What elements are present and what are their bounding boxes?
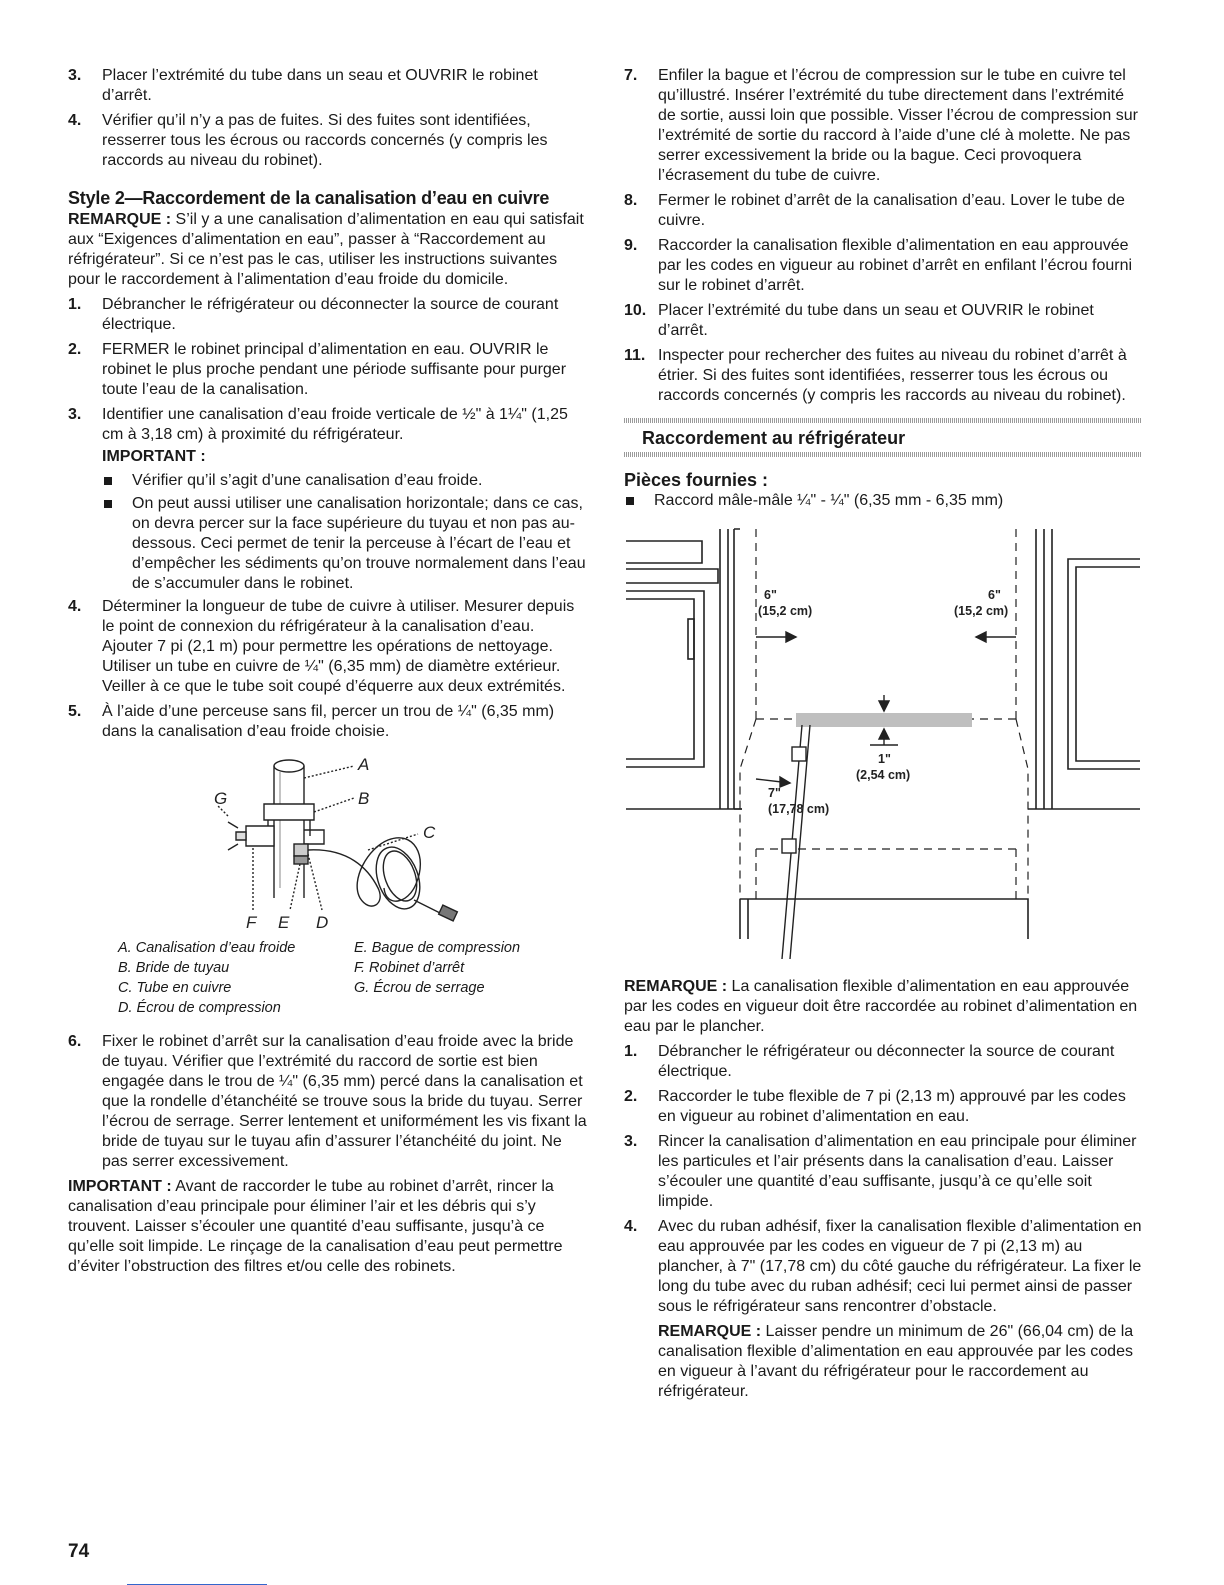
list-item (68, 702, 588, 742)
note-label: REMARQUE : (68, 211, 172, 228)
dim-side: 7" (768, 786, 781, 800)
step-number: 7. (624, 67, 638, 84)
step-text: Fixer le robinet d’arrêt sur la canalisation d’eau froide avec la bride de tuyau. Vérifier que l’extrémité du raccord de sortie est bien engagée dans le trou de ¼" (6,35 mm) percé dans la canalisation et que la rondelle d’étanchéité se trouve sous la bride du tuyau. Serrer l’écrou de serrage. Serrer lentement et uniformément les vis fixant la bride de tuyau sur le tuyau afin d’assurer l’étanchéité du joint. Ne pas serrer excessivement. (102, 1033, 587, 1170)
step-number: 10. (624, 302, 647, 319)
list-item (624, 1132, 1142, 1212)
bullet-item (624, 491, 1142, 511)
list-item (68, 1032, 588, 1172)
important-paragraph (68, 1177, 588, 1277)
important-bullets (102, 471, 588, 594)
step-text: Placer l’extrémité du tube dans un seau et OUVRIR le robinet d’arrêt. (658, 302, 1094, 339)
bullet-item (102, 494, 588, 594)
left-column (68, 66, 588, 1277)
step-number: 3. (624, 1133, 638, 1150)
section-divider (624, 452, 1142, 457)
pieces-list (624, 491, 1142, 511)
step-text: Rincer la canalisation d’alimentation en eau principale pour éliminer les particules et l’air présents dans la canalisation d’eau. Laisser s’écouler une quantité d’eau suffisante, jusqu’à ce qu’elle soit limpide. (658, 1133, 1137, 1210)
bullet-square-icon (626, 497, 634, 505)
step-number: 1. (68, 296, 82, 313)
list-item (68, 340, 588, 400)
legend-item: E. Bague de compression (354, 940, 521, 956)
step-text: Débrancher le réfrigérateur ou déconnecter la source de courant électrique. (658, 1043, 1115, 1080)
page-number: 74 (68, 1541, 90, 1562)
step-text: Raccorder le tube flexible de 7 pi (2,13 m) approuvé par les codes en vigueur au robinet d’alimentation en eau. (658, 1088, 1126, 1125)
important-label: IMPORTANT : (68, 1178, 172, 1195)
step-text: Fermer le robinet d’arrêt de la canalisation d’eau. Lover le tube de cuivre. (658, 192, 1125, 229)
pieces-heading: Pièces fournies : (624, 470, 769, 490)
step-text: Inspecter pour rechercher des fuites au niveau du robinet d’arrêt à étrier. Si des fuites sont identifiées, resserrer tous les écrous ou raccords concernés (y compris les raccords au niveau du robinet). (658, 347, 1127, 404)
list-item (68, 405, 588, 594)
list-item (624, 66, 1142, 186)
step-number: 4. (624, 1218, 638, 1235)
label-c: C (423, 823, 436, 842)
step-number: 1. (624, 1043, 638, 1060)
legend-item: A. Canalisation d’eau froide (118, 940, 296, 956)
dim-right: 6" (988, 588, 1001, 602)
style2-steps (68, 295, 588, 742)
step-text: Placer l’extrémité du tube dans un seau et OUVRIR le robinet d’arrêt. (102, 67, 538, 104)
step-text: Identifier une canalisation d’eau froide verticale de ½" à 1¼" (1,25 cm à 3,18 cm) à proximité du réfrigérateur. (102, 406, 568, 443)
important-label: IMPORTANT : (102, 448, 206, 465)
list-item (624, 1217, 1142, 1402)
floor-opening (796, 713, 972, 727)
label-a: A (358, 755, 370, 774)
dim-gap: 1" (878, 752, 891, 766)
style2-note (68, 210, 588, 290)
style2-heading: Style 2—Raccordement de la canalisation d’eau en cuivre (68, 188, 550, 208)
step-text: À l’aide d’une perceuse sans fil, percer un trou de ¼" (6,35 mm) dans la canalisation d’eau froide choisie. (102, 703, 555, 740)
bullet-text: Raccord mâle-mâle ¼" - ¼" (6,35 mm - 6,35 mm) (654, 492, 1004, 509)
label-f: F (246, 913, 257, 932)
list-item (624, 191, 1142, 231)
label-b: B (358, 789, 370, 808)
installation-diagram (624, 519, 1142, 969)
steps-right-list (624, 66, 1142, 406)
list-item (624, 236, 1142, 296)
list-item (68, 66, 588, 106)
list-item (624, 1042, 1142, 1082)
step-number: 2. (68, 341, 82, 358)
bullet-square-icon (104, 477, 112, 485)
label-g: G (214, 789, 228, 808)
label-e: E (278, 913, 290, 932)
list-item (68, 597, 588, 697)
legend-item: C. Tube en cuivre (118, 980, 232, 996)
steps-after-figure (68, 1032, 588, 1172)
right-column (624, 66, 1142, 1407)
step-text: Déterminer la longueur de tube de cuivre à utiliser. Mesurer depuis le point de connexion du réfrigérateur à la canalisation d’eau. Ajouter 7 pi (2,1 m) pour permettre les opérations de nettoyage. Utiliser un tube en cuivre de ¼" (6,35 mm) de diamètre extérieur. Veiller à ce que le tube soit coupé d’équerre aux deux extrémités. (102, 598, 575, 695)
bullet-text: Vérifier qu’il s’agit d’une canalisation d’eau froide. (132, 472, 483, 489)
step-text: Enfiler la bague et l’écrou de compression sur le tube en cuivre tel qu’illustré. Insérer l’extrémité du tube directement dans l’extrémité de sortie, aussi loin que possible. Visser l’écrou de compression sur l’extrémité de sortie du raccord à l’aide d’une clé à molette. Ne pas serrer excessivement la bride ou la bague. Ceci provoquera l’écrasement du tube de cuivre. (658, 67, 1138, 184)
step-number: 3. (68, 67, 82, 84)
list-item (68, 111, 588, 171)
legend-item: B. Bride de tuyau (118, 960, 230, 976)
connection-note (624, 977, 1142, 1037)
section-title: Raccordement au réfrigérateur (642, 428, 906, 448)
step-text: FERMER le robinet principal d’alimentation en eau. OUVRIR le robinet le plus proche pendant une période suffisante pour purger toute l’eau de la canalisation. (102, 341, 567, 398)
step-number: 8. (624, 192, 638, 209)
step-number: 9. (624, 237, 638, 254)
legend-item: D. Écrou de compression (118, 1000, 281, 1016)
note-text: La canalisation flexible d’alimentation en eau approuvée par les codes en vigueur doit être raccordée au robinet d’alimentation en eau par le plancher. (624, 978, 1138, 1035)
step-number: 6. (68, 1033, 82, 1050)
bullet-text: On peut aussi utiliser une canalisation horizontale; dans ce cas, on devra percer sur la face supérieure du tuyau et non pas au-dessous. Ceci permet de tenir la perceuse à l’écart de l’eau et d’empêcher les sédiments qu’on trouve normalement dans l’eau de s’accumuler dans le robinet. (132, 495, 586, 592)
dim-right-cm: (15,2 cm) (954, 604, 1009, 618)
bullet-square-icon (104, 500, 112, 508)
step-number: 5. (68, 703, 82, 720)
connection-steps (624, 1042, 1142, 1402)
note-label: REMARQUE : (624, 978, 728, 995)
dim-left: 6" (764, 588, 777, 602)
list-item (624, 1087, 1142, 1127)
step-text: Raccorder la canalisation flexible d’alimentation en eau approuvée par les codes en vigueur au robinet d’arrêt en enfilant l’écrou fourni sur le robinet d’arrêt. (658, 237, 1133, 294)
list-item (624, 346, 1142, 406)
sub-note-text: Laisser pendre un minimum de 26" (66,04 cm) de la canalisation flexible d’alimentation en eau approuvée par les codes en vigueur à l’avant du réfrigérateur pour le raccordement au réfrigérateur. (658, 1323, 1134, 1400)
step-text: Avec du ruban adhésif, fixer la canalisation flexible d’alimentation en eau approuvée par les codes en vigueur de 7 pi (2,13 m) au plancher, à 7" (17,78 cm) du côté gauche du réfrigérateur. La fixer le long du tube avec du ruban adhésif; ceci lui permet ainsi de passer sous le réfrigérateur sans rencontrer d’obstacle. (658, 1218, 1142, 1315)
list-item (68, 295, 588, 335)
dim-side-cm: (17,78 cm) (768, 802, 830, 816)
step-number: 3. (68, 406, 82, 423)
legend-item: G. Écrou de serrage (354, 980, 485, 996)
list-item (624, 301, 1142, 341)
sub-note-label: REMARQUE : (658, 1323, 762, 1340)
dim-left-cm: (15,2 cm) (758, 604, 813, 618)
step-number: 4. (68, 598, 82, 615)
sub-note (658, 1322, 1142, 1402)
shutoff-valve-figure (68, 748, 588, 938)
dim-gap-cm: (2,54 cm) (856, 768, 911, 782)
note-text: S’il y a une canalisation d’alimentation en eau qui satisfait aux “Exigences d’alimentation en eau”, passer à “Raccordement au réfrigérateur”. Si ce n’est pas le cas, utiliser les instructions suivantes pour le raccordement à l’alimentation d’eau froide du domicile. (68, 211, 584, 288)
label-d: D (316, 913, 329, 932)
figure-legend (118, 938, 588, 1018)
step-number: 11. (624, 347, 646, 364)
steps-top-list (68, 66, 588, 171)
step-number: 2. (624, 1088, 638, 1105)
step-number: 4. (68, 112, 82, 129)
bullet-item (102, 471, 588, 491)
important-text: Avant de raccorder le tube au robinet d’arrêt, rincer la canalisation d’eau principale pour éliminer l’air et les débris qui s’y trouvent. Laisser s’écouler une quantité d’eau suffisante, jusqu’à ce qu’elle soit limpide. Le rinçage de la canalisation d’eau peut permettre d’éviter l’obstruction des filtres et/ou celle des robinets. (68, 1178, 563, 1275)
legend-item: F. Robinet d’arrêt (354, 960, 465, 976)
step-text: Débrancher le réfrigérateur ou déconnecter la source de courant électrique. (102, 296, 559, 333)
step-text: Vérifier qu’il n’y a pas de fuites. Si des fuites sont identifiées, resserrer tous les écrous ou raccords concernés (y compris les raccords au niveau du robinet). (102, 112, 548, 169)
